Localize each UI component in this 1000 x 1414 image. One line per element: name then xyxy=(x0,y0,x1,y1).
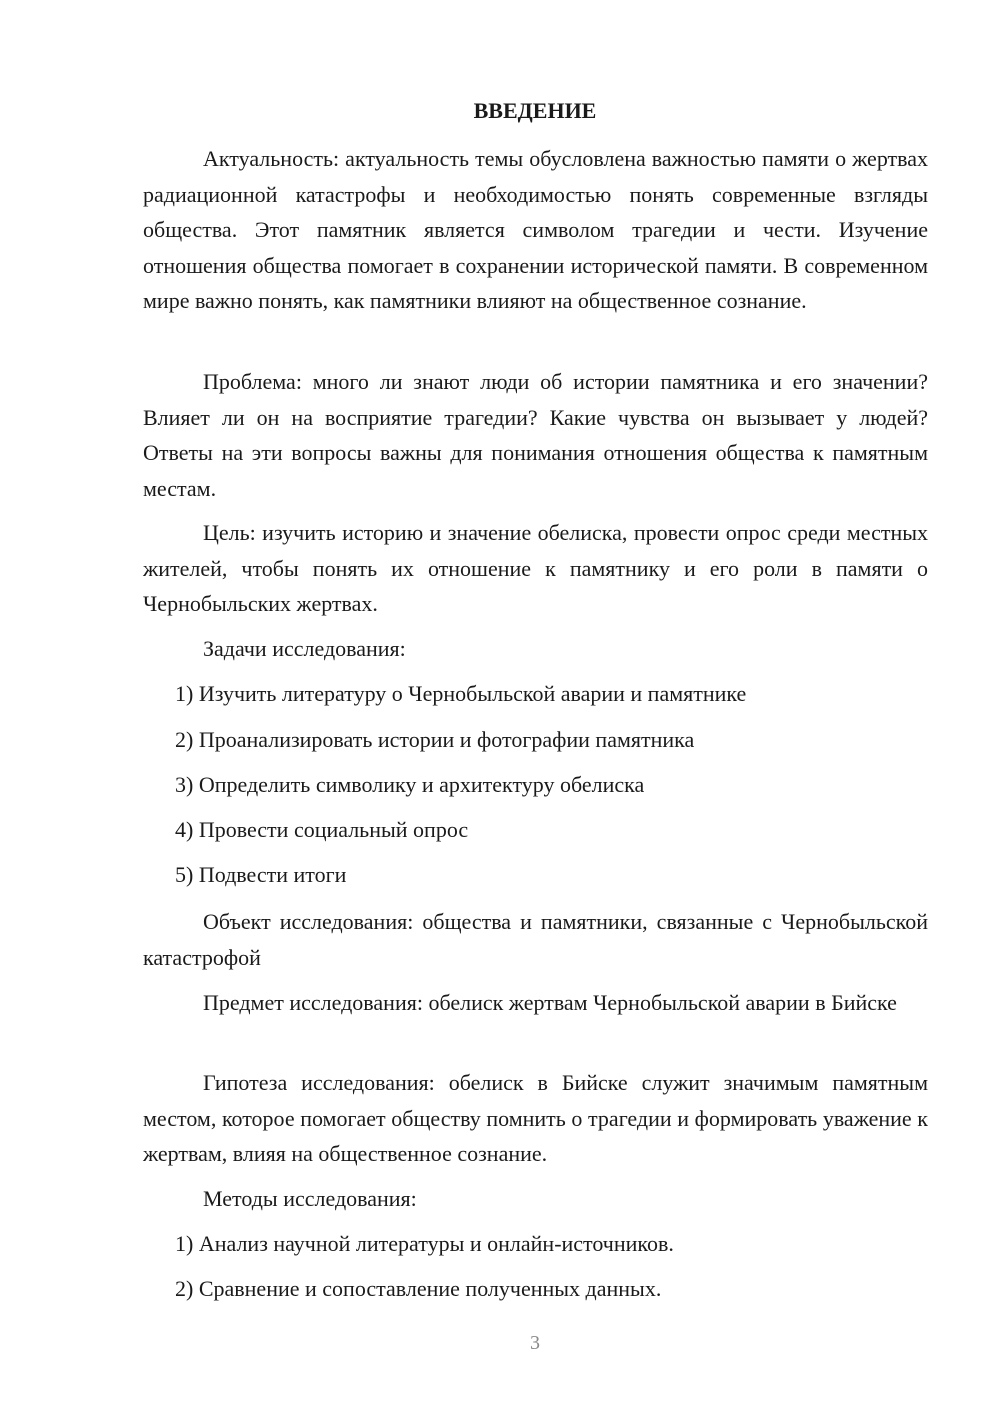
task-item: 4) Провести социальный опрос xyxy=(175,817,469,842)
method-item: 2) Сравнение и сопоставление полученных данных. xyxy=(175,1276,662,1301)
tasks-heading: Задачи исследования: xyxy=(203,636,406,661)
hypothesis-paragraph: Гипотеза исследования: обелиск в Бийске служит значимым памятным местом, которое помогает обществу помнить о трагедии и формировать уважение к жертвам, влияя на общественное сознание. xyxy=(143,1070,928,1166)
task-item: 3) Определить символику и архитектуру обелиска xyxy=(175,772,645,797)
goal-paragraph: Цель: изучить историю и значение обелиска, провести опрос среди местных жителей, чтобы понять их отношение к памятнику и его роли в памяти о Чернобыльских жертвах. xyxy=(143,520,928,616)
method-item: 1) Анализ научной литературы и онлайн-источников. xyxy=(175,1231,674,1256)
methods-heading: Методы исследования: xyxy=(203,1186,417,1211)
task-item: 2) Проанализировать истории и фотографии памятника xyxy=(175,727,695,752)
problem-paragraph: Проблема: много ли знают люди об истории памятника и его значении? Влияет ли он на восприятие трагедии? Какие чувства он вызывает у людей? Ответы на эти вопросы важны для понимания отношения общества к памятным местам. xyxy=(143,369,928,501)
relevance-paragraph: Актуальность: актуальность темы обусловлена важностью памяти о жертвах радиационной катастрофы и необходимостью понять современные взгляды общества. Этот памятник является символом трагедии и чести. Изучение отношения общества помогает в сохранении исторической памяти. В современном мире важно понять, как памятники влияют на общественное сознание. xyxy=(143,146,928,313)
object-paragraph: Объект исследования: общества и памятники, связанные с Чернобыльской катастрофой xyxy=(143,909,928,970)
section-heading: ВВЕДЕНИЕ xyxy=(473,98,597,123)
task-item: 1) Изучить литературу о Чернобыльской аварии и памятнике xyxy=(175,681,747,706)
page-number: 3 xyxy=(530,1332,540,1354)
task-item: 5) Подвести итоги xyxy=(175,862,347,887)
subject-paragraph: Предмет исследования: обелиск жертвам Чернобыльской аварии в Бийске xyxy=(203,990,897,1015)
